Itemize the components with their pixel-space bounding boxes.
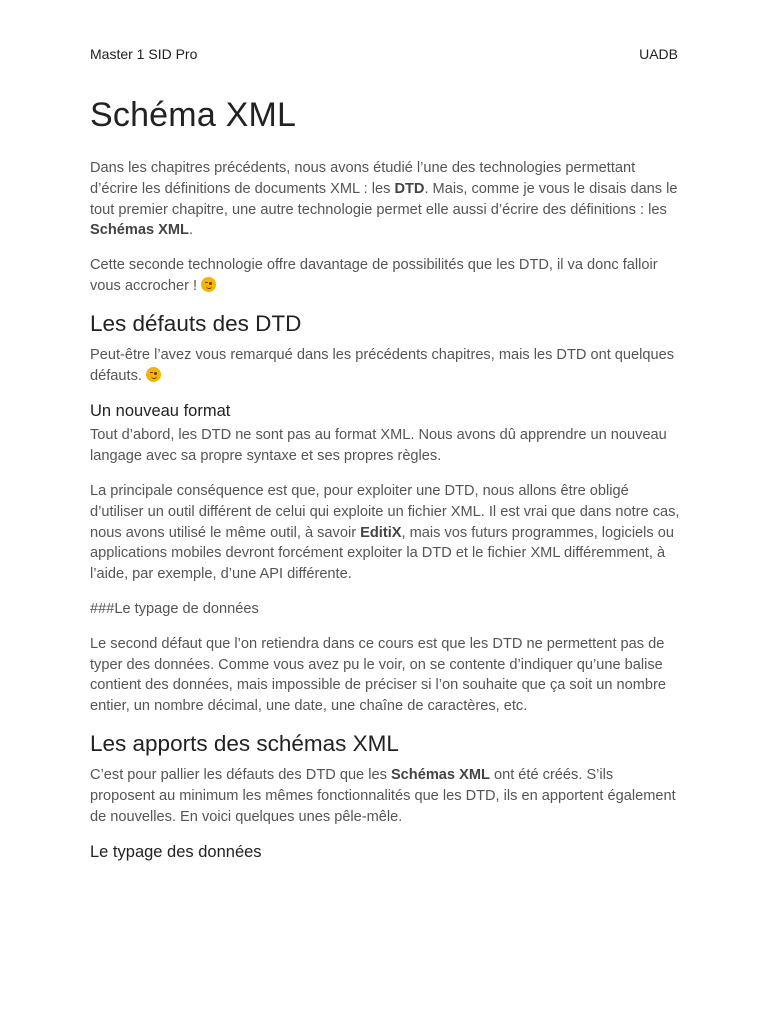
raw-heading-typage: ###Le typage de données	[90, 600, 259, 617]
page-header	[90, 46, 678, 62]
winking-face-icon	[146, 367, 161, 382]
bold-schemas-xml: Schémas XML	[90, 222, 189, 239]
subsection-paragraph-2: La principale conséquence est que, pour exploiter une DTD, nous allons être obligé d’utiliser un outil différent de celui qui exploite un fichier XML. Il est vrai que dans notre cas, nous avons utilisé le même outil, à savoir EditiX, mais vos futurs programmes, logiciels ou applications mobiles devront forcément exploiter la DTD et le fichier XML différemment, à l’aide, par exemple, d’une API différente.	[90, 482, 680, 583]
header-left: Master 1 SID Pro	[90, 46, 198, 62]
section1-paragraph-3: Le second défaut que l’on retiendra dans ce cours est que les DTD ne permettent pas de typer des données. Comme vous avez pu le voir, on se contente d’indiquer qu’une balise contient des données, mais impossible de préciser si l’on souhaite que ça soit un nombre entier, un nombre décimal, une date, une chaîne de caractères, etc.	[90, 635, 666, 715]
subsection-heading-nouveau-format: Un nouveau format	[90, 402, 231, 421]
bold-schemas-xml-2: Schémas XML	[390, 766, 490, 783]
section-heading-apports: Les apports des schémas XML	[90, 730, 399, 756]
subsection-paragraph-1: Tout d’abord, les DTD ne sont pas au format XML. Nous avons dû apprendre un nouveau langage avec sa propre syntaxe et ses propres règles.	[90, 427, 667, 465]
bold-dtd: DTD	[394, 180, 425, 197]
intro-paragraph-1: Dans les chapitres précédents, nous avons étudié l’une des technologies permettant d’écrire les définitions de documents XML : les DTD. Mais, comme je vous le disais dans le tout premier chapitre, une autre technologie permet elle aussi d’écrire des définitions : les Schémas XML.	[90, 160, 678, 239]
section1-paragraph-1: Peut-être l’avez vous remarqué dans les précédents chapitres, mais les DTD ont quelques défauts.	[90, 346, 675, 384]
header-right: UADB	[639, 46, 678, 62]
section2-paragraph-1: C’est pour pallier les défauts des DTD que les Schémas XML ont été créés. S’ils proposent au minimum les mêmes fonctionnalités que les DTD, ils en apportent également de nouvelles. En voici quelques unes pêle-mêle.	[90, 766, 676, 825]
document-body	[90, 158, 680, 866]
intro-paragraph-2: Cette seconde technologie offre davantage de possibilités que les DTD, il va donc falloir vous accrocher !	[90, 257, 658, 294]
section-heading-defauts: Les défauts des DTD	[90, 310, 302, 336]
subsection-heading-typage-donnees: Le typage des données	[90, 843, 262, 862]
page-title: Schéma XML	[90, 96, 297, 134]
winking-face-icon	[201, 277, 216, 292]
bold-editix: EditiX	[360, 524, 402, 541]
